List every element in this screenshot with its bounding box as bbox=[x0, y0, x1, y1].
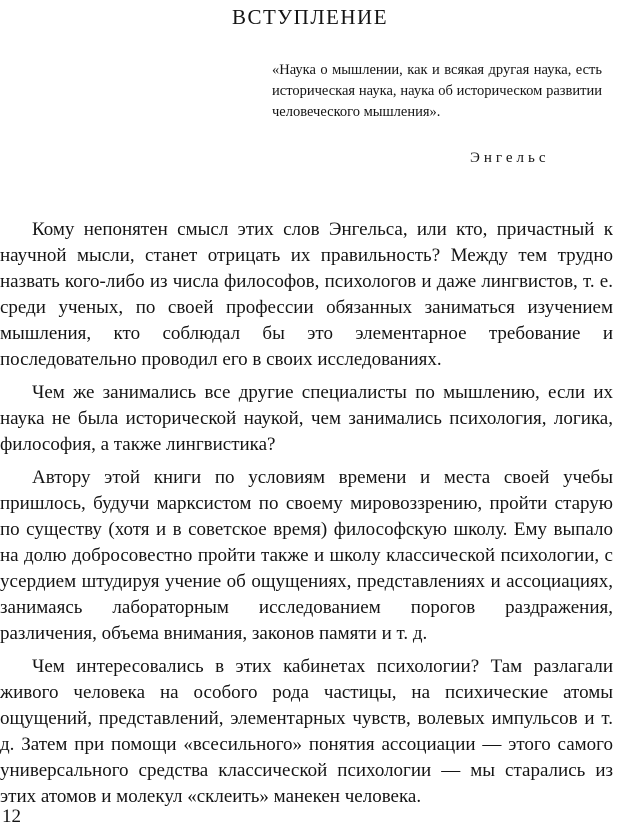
chapter-heading: ВСТУПЛЕНИЕ bbox=[231, 5, 389, 29]
paragraph-3: Автору этой книги по условиям времени и места своей учебы пришлось, будучи марксистом по своему мировоззрению, пройти старую по существу (хотя и в советское время) философскую школу. Ему выпало на долю добросовестно пройти также и школу классической психологии, с усердием штудируя учение об ощущениях, представлениях и ассоциациях, занимаясь лабораторным исследованием порогов раздражения, различения, объема внимания, законов памяти и т. д. bbox=[0, 467, 613, 644]
page-number: 12 bbox=[2, 806, 21, 827]
paragraph-4: Чем интересовались в этих кабинетах психологии? Там разлагали живого человека на особого рода частицы, на психические атомы ощущений, представлений, элементарных чувств, волевых импульсов и т. д. Затем при помощи «всесильного» понятия ассоциации — этого самого универсального средства классической психологии — мы старались из этих атомов и молекул «склеить» манекен человека. bbox=[0, 656, 613, 807]
epigraph-quote: «Наука о мышлении, как и всякая другая наука, есть историческая наука, наука об историческом развитии человеческого мышления». bbox=[272, 62, 602, 120]
epigraph-author: Энгельс bbox=[470, 150, 550, 166]
body-text bbox=[0, 217, 613, 810]
paragraph-1: Кому непонятен смысл этих слов Энгельса, или кто, причастный к научной мысли, станет отрицать их правильность? Между тем трудно назвать кого-либо из числа философов, психологов и даже лингвистов, т. е. среди ученых, по своей профессии обязанных заниматься изучением мышления, кто соблюдал бы это элементарное требование и последовательно проводил его в своих исследованиях. bbox=[0, 219, 613, 370]
paragraph-2: Чем же занимались все другие специалисты по мышлению, если их наука не была исторической наукой, чем занимались психология, логика, философия, а также лингвистика? bbox=[0, 382, 613, 455]
